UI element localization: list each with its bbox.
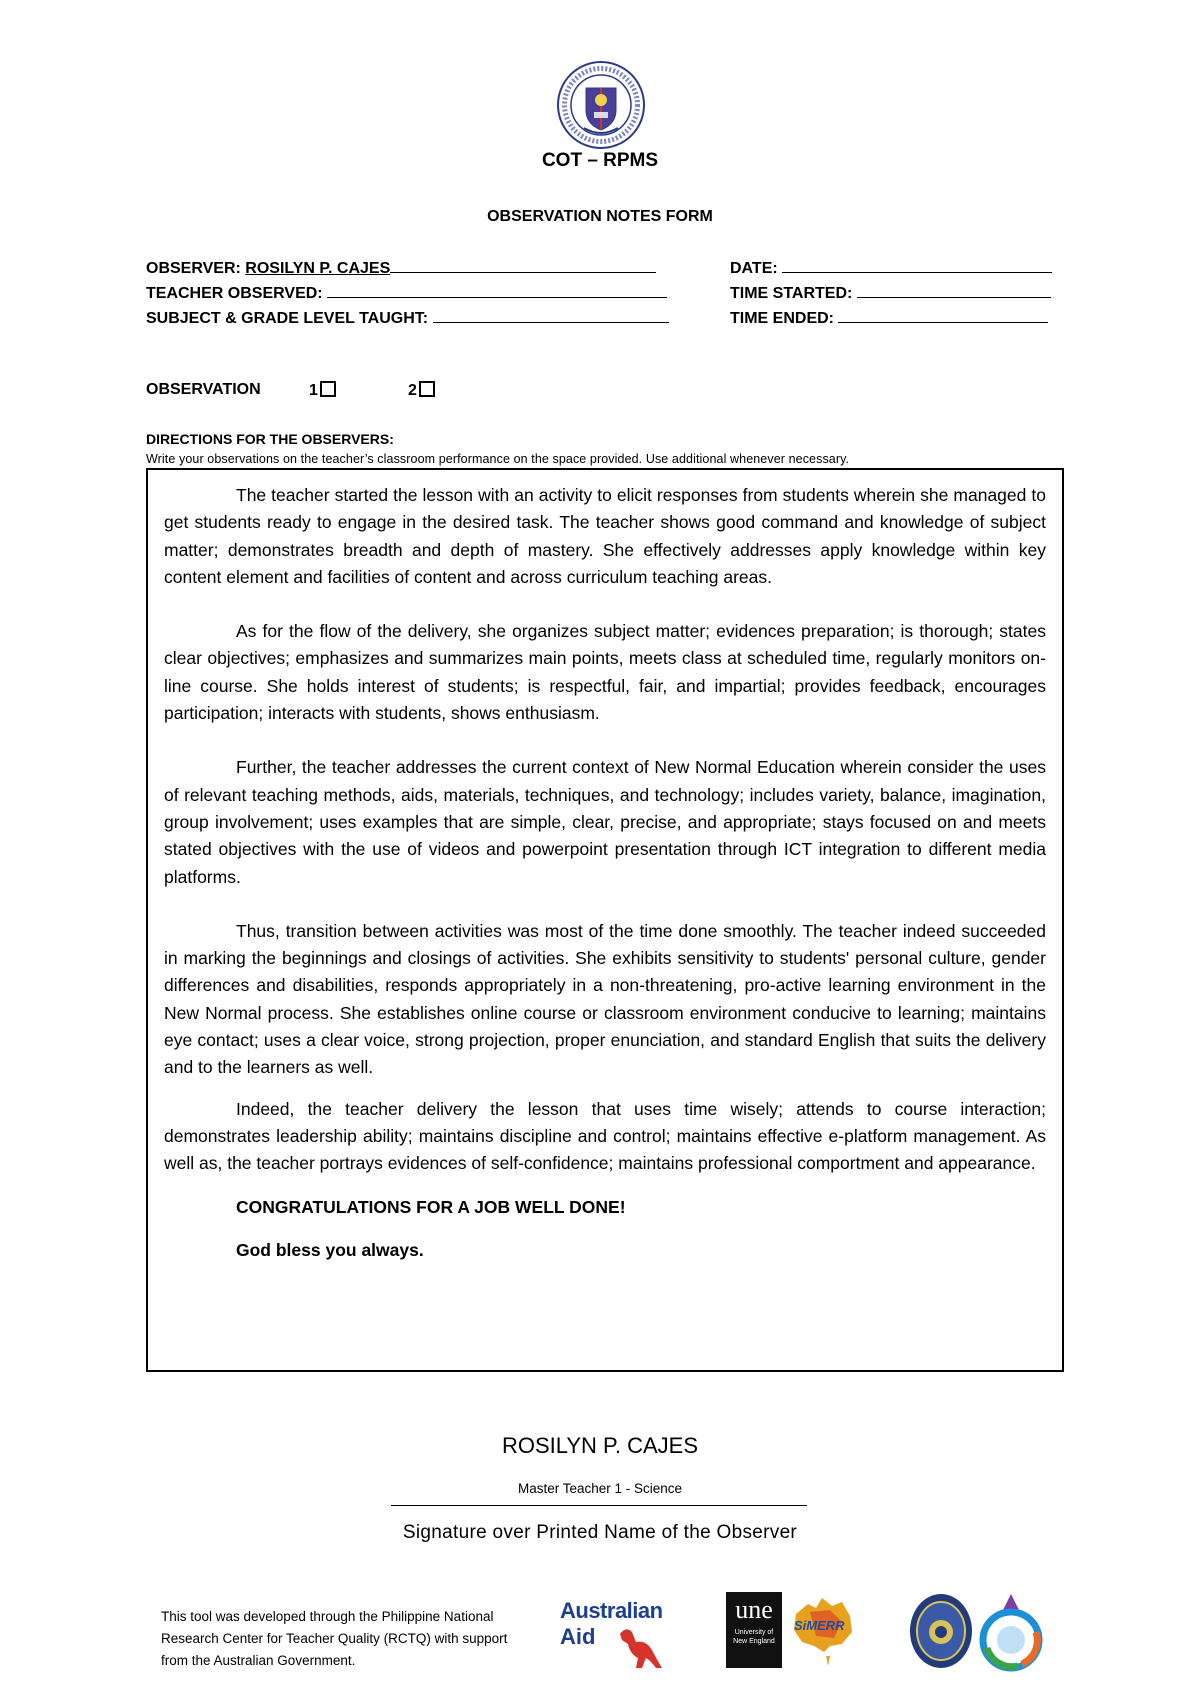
observation-2-checkbox[interactable] [419,381,435,397]
une-logo [726,1592,782,1668]
time-started-row [730,283,1051,303]
deped-seal-logo [556,60,646,150]
subject-grade-line [433,308,669,323]
observation-option-2-label: 2 [408,382,417,399]
teacher-observed-label: TEACHER OBSERVED: [146,285,323,302]
observation-option-1-label: 1 [309,382,318,399]
observation-notes-box [146,468,1064,1372]
time-started-label: TIME STARTED: [730,285,853,302]
notes-paragraph: Indeed, the teacher delivery the lesson that uses time wisely; attends to course interaction; demonstrates leadership ability; maintains discipline and control; maintains effective e-platform management. As well as, the teacher portrays evidences of self-confidence; maintains professional comportment and appearance. [164,1098,1046,1174]
une-logo-text: New England [733,1638,775,1645]
notes-paragraph: Thus, transition between activities was most of the time done smoothly. The teacher indeed succeeded in marking the beginnings and closings of activities. She exhibits sensitivity to students' personal culture, gender differences and disabilities, responds appropriately in a non-threatening, pro-active learning environment in the New Normal process. She establishes online course or classroom environment conducive to learning; maintains eye contact; uses a clear voice, strong projection, proper enunciation, and standard English that suits the delivery and to the learners as well. [164,920,1046,1078]
notes-closing-congratulations: CONGRATULATIONS FOR A JOB WELL DONE! [236,1196,626,1217]
time-ended-line [838,308,1048,323]
form-title: COT – RPMS [541,150,659,171]
signature-line [391,1505,807,1506]
notes-paragraph: Further, the teacher addresses the current context of New Normal Education wherein consider the uses of relevant teaching methods, aids, materials, techniques, and technology; includes variety, balance, imagination, group involvement; uses examples that are simple, clear, precise, and appropriate; stays focused on and meets stated objectives with the use of videos and powerpoint presentation through ICT integration to different media platforms. [164,757,1046,887]
observation-option-1[interactable] [309,381,336,400]
notes-paragraph: As for the flow of the delivery, she organizes subject matter; evidences preparation; is thorough; states clear objectives; emphasizes and summarizes main points, meets class at scheduled time, regularly monitors on-line course. She holds interest of students; is respectful, fair, and impartial; provides feedback, encourages participation; interacts with students, shows enthusiasm. [164,621,1046,724]
observer-row [146,258,656,278]
footer-credit-line: Research Center for Teacher Quality (RCTQ) with support [161,1631,508,1646]
date-line [782,258,1052,273]
observation-option-2[interactable] [408,381,435,400]
rctq-seal-logo [908,1592,974,1670]
directions-text: Write your observations on the teacher’s classroom performance on the space provided. Use additional whenever necessary. [146,452,850,466]
kangaroo-icon [612,1624,664,1672]
date-row [730,258,1052,278]
notes-closing-blessing: God bless you always. [236,1239,424,1260]
directions-heading: DIRECTIONS FOR THE OBSERVERS: [146,431,394,447]
signature-position: Master Teacher 1 - Science [517,1481,683,1496]
une-logo-text: University of [734,1629,774,1636]
observation-1-checkbox[interactable] [320,381,336,397]
observer-label: OBSERVER: [146,260,241,277]
teacher-observed-row [146,283,667,303]
time-ended-row [730,308,1048,328]
observation-label: OBSERVATION [146,381,261,398]
observer-line [390,258,656,273]
footer-credit-line: from the Australian Government. [161,1653,356,1668]
footer-credit [161,1606,507,1672]
simerr-logo-text: SiMERR [794,1618,845,1633]
notes-paragraph: The teacher started the lesson with an activity to elicit responses from students wherein she managed to get students ready to engage in the desired task. The teacher shows good command and knowledge of subject matter; demonstrates breadth and depth of mastery. She effectively addresses apply knowledge within key content element and facilities of content and across curriculum teaching areas. [164,485,1046,587]
teacher-observed-line [327,283,667,298]
subject-grade-row [146,308,669,328]
simerr-logo [790,1592,856,1670]
observer-name: ROSILYN P. CAJES [245,260,391,277]
form-subtitle: OBSERVATION NOTES FORM [487,208,713,225]
circle-emblem-logo [978,1592,1044,1672]
time-ended-label: TIME ENDED: [730,310,834,327]
une-logo-mark: une [735,1595,773,1624]
date-label: DATE: [730,260,778,277]
australian-aid-logo [560,1598,680,1678]
signature-name: ROSILYN P. CAJES [501,1433,699,1458]
subject-grade-label: SUBJECT & GRADE LEVEL TAUGHT: [146,310,429,327]
footer-credit-line: This tool was developed through the Philippine National [161,1609,494,1624]
time-started-line [857,283,1051,298]
signature-caption: Signature over Printed Name of the Observer [402,1522,798,1543]
australian-aid-logo-line2: Aid [560,1624,596,1649]
australian-aid-logo-line1: Australian [560,1598,663,1623]
